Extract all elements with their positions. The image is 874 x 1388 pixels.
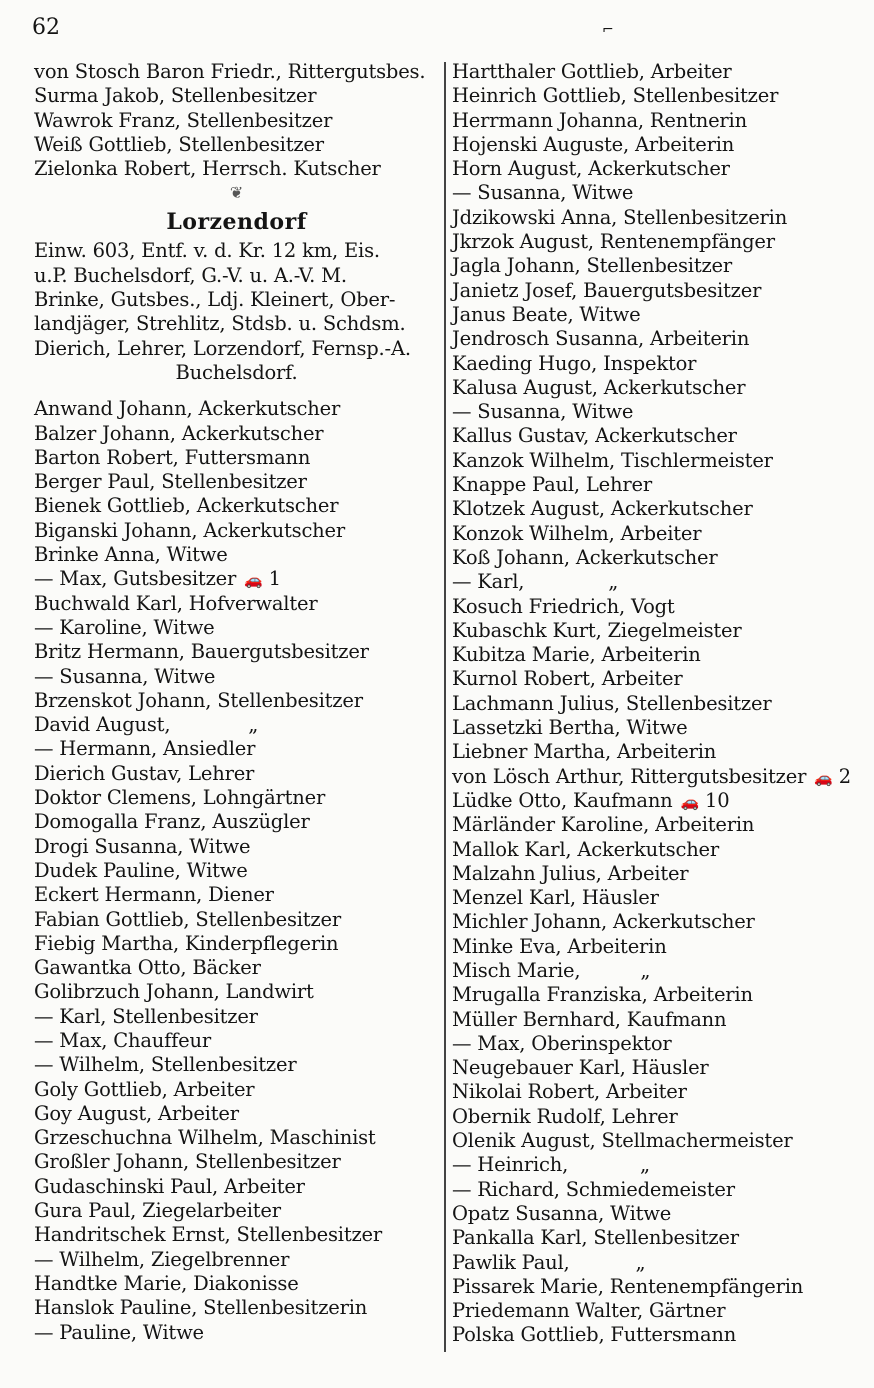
list-item: — Karl, Stellenbesitzer [34, 1004, 258, 1028]
list-item: Neugebauer Karl, Häusler [452, 1056, 709, 1080]
list-item: Kurnol Robert, Arbeiter [452, 667, 683, 691]
list-item: — Susanna, Witwe [34, 664, 216, 688]
list-item: Hanslok Pauline, Stellenbesitzerin [34, 1296, 368, 1320]
list-item: Heinrich Gottlieb, Stellenbesitzer [452, 84, 779, 108]
list-item: Hojenski Auguste, Arbeiterin [452, 132, 735, 156]
list-item: — Wilhelm, Ziegelbrenner [34, 1247, 290, 1271]
list-item: Golibrzuch Johann, Landwirt [34, 980, 314, 1004]
list-item: Janus Beate, Witwe [452, 302, 641, 326]
list-item: Menzel Karl, Häusler [452, 886, 659, 910]
list-item: Konzok Wilhelm, Arbeiter [452, 521, 702, 545]
list-item: Bienek Gottlieb, Ackerkutscher [34, 494, 339, 518]
car-icon: 🚗 [680, 792, 700, 811]
left-top-entries [34, 60, 439, 181]
list-item-text: Lüdke Otto, Kaufmann [452, 788, 673, 812]
list-item: Weiß Gottlieb, Stellenbesitzer [34, 132, 324, 156]
list-item: — Susanna, Witwe [452, 181, 634, 205]
list-item: Horn August, Ackerkutscher [452, 157, 730, 181]
left-column [34, 60, 439, 1345]
list-item: — Hermann, Ansiedler [34, 737, 256, 761]
list-item: — Susanna, Witwe [452, 400, 634, 424]
list-item: Priedemann Walter, Gärtner [452, 1299, 726, 1323]
list-item-text: — Max, Gutsbesitzer [34, 567, 237, 591]
list-item: Kallus Gustav, Ackerkutscher [452, 424, 737, 448]
list-item: Goy August, Arbeiter [34, 1101, 239, 1125]
list-item: Jendrosch Susanna, Arbeiterin [452, 327, 750, 351]
list-item: Berger Paul, Stellenbesitzer [34, 470, 307, 494]
list-item: Anwand Johann, Ackerkutscher [34, 397, 341, 421]
list-item: Obernik Rudolf, Lehrer [452, 1104, 678, 1128]
list-item: Koß Johann, Ackerkutscher [452, 545, 718, 569]
list-item: Drogi Susanna, Witwe [34, 834, 251, 858]
list-item: Eckert Hermann, Diener [34, 883, 274, 907]
list-item: Kubitza Marie, Arbeiterin [452, 643, 701, 667]
list-item: Pawlik Paul, „ [452, 1250, 646, 1274]
list-item [34, 567, 439, 591]
top-mark: ⌐ [602, 22, 614, 38]
car-count: 10 [705, 788, 730, 812]
page-number: 62 [32, 15, 60, 40]
intro-line: Buchelsdorf. [175, 360, 298, 384]
column-divider [444, 62, 446, 1352]
town-heading: Lorzendorf [166, 209, 307, 236]
list-item: Wawrok Franz, Stellenbesitzer [34, 108, 333, 132]
list-item: Grzeschuchna Wilhelm, Maschinist [34, 1126, 376, 1150]
intro-line: Brinke, Gutsbes., Ldj. Kleinert, Ober- [34, 288, 396, 312]
list-item: Gudaschinski Paul, Arbeiter [34, 1174, 305, 1198]
list-item: Gawantka Otto, Bäcker [34, 956, 261, 980]
list-item: Malzahn Julius, Arbeiter [452, 861, 689, 885]
car-icon: 🚗 [244, 571, 263, 590]
list-item: Dierich Gustav, Lehrer [34, 761, 255, 785]
list-item: David August, „ [34, 713, 259, 737]
list-item: — Karl, „ [452, 570, 619, 594]
list-item: — Heinrich, „ [452, 1153, 650, 1177]
list-item: Doktor Clemens, Lohngärtner [34, 786, 326, 810]
list-item: Kaeding Hugo, Inspektor [452, 351, 697, 375]
car-count: 2 [838, 764, 851, 788]
intro-line: Einw. 603, Entf. v. d. Kr. 12 km, Eis. [34, 239, 380, 263]
list-item: Minke Eva, Arbeiterin [452, 934, 667, 958]
list-item: Kubaschk Kurt, Ziegelmeister [452, 618, 742, 642]
list-item: Misch Marie, „ [452, 958, 651, 982]
list-item: Surma Jakob, Stellenbesitzer [34, 84, 317, 108]
list-item: von Stosch Baron Friedr., Rittergutsbes. [34, 60, 426, 83]
list-item: Jdzikowski Anna, Stellenbesitzerin [452, 205, 788, 229]
list-item: Großler Johann, Stellenbesitzer [34, 1150, 341, 1174]
list-item: Domogalla Franz, Auszügler [34, 810, 310, 834]
intro-line: landjäger, Strehlitz, Stdsb. u. Schdsm. [34, 312, 406, 336]
list-item: — Richard, Schmiedemeister [452, 1177, 735, 1201]
list-item: Jagla Johann, Stellenbesitzer [452, 254, 732, 278]
list-item: — Karoline, Witwe [34, 615, 215, 639]
list-item: Hartthaler Gottlieb, Arbeiter [452, 60, 732, 83]
list-item: Dudek Pauline, Witwe [34, 858, 248, 882]
list-item: Herrmann Johanna, Rentnerin [452, 108, 747, 132]
list-item: Gura Paul, Ziegelarbeiter [34, 1199, 281, 1223]
list-item [452, 789, 852, 813]
list-item: Opatz Susanna, Witwe [452, 1201, 672, 1225]
list-item-text: von Lösch Arthur, Rittergutsbesitzer [452, 764, 807, 788]
intro-line: Dierich, Lehrer, Lorzendorf, Fernsp.-A. [34, 336, 411, 360]
right-column [452, 60, 852, 1348]
list-item: Lassetzki Bertha, Witwe [452, 716, 688, 740]
list-item: Kosuch Friedrich, Vogt [452, 594, 675, 618]
list-item: Olenik August, Stellmachermeister [452, 1129, 793, 1153]
list-item: Mrugalla Franziska, Arbeiterin [452, 983, 753, 1007]
list-item: Märländer Karoline, Arbeiterin [452, 813, 755, 837]
list-item: Buchwald Karl, Hofverwalter [34, 591, 318, 615]
list-item: Kanzok Wilhelm, Tischlermeister [452, 448, 773, 472]
car-count: 1 [268, 567, 281, 591]
list-item: — Wilhelm, Stellenbesitzer [34, 1053, 297, 1077]
car-icon: 🚗 [814, 768, 833, 787]
list-item: Zielonka Robert, Herrsch. Kutscher [34, 157, 381, 181]
list-item: Jkrzok August, Rentenempfänger [452, 230, 775, 254]
list-item: Michler Johann, Ackerkutscher [452, 910, 755, 934]
left-entries [34, 397, 439, 1345]
list-item: Klotzek August, Ackerkutscher [452, 497, 753, 521]
list-item: Liebner Martha, Arbeiterin [452, 740, 717, 764]
list-item: Goly Gottlieb, Arbeiter [34, 1077, 255, 1101]
list-item: Handritschek Ernst, Stellenbesitzer [34, 1223, 383, 1247]
list-item: Knappe Paul, Lehrer [452, 473, 652, 497]
list-item: Britz Hermann, Bauergutsbesitzer [34, 640, 369, 664]
list-item: Fabian Gottlieb, Stellenbesitzer [34, 907, 341, 931]
list-item: Kalusa August, Ackerkutscher [452, 375, 746, 399]
intro-line: u.P. Buchelsdorf, G.-V. u. A.-V. M. [34, 263, 347, 287]
list-item: Handtke Marie, Diakonisse [34, 1271, 299, 1295]
list-item [452, 765, 852, 789]
list-item: Barton Robert, Futtersmann [34, 445, 311, 469]
list-item: Janietz Josef, Bauergutsbesitzer [452, 278, 762, 302]
town-intro [34, 239, 439, 397]
list-item: — Max, Oberinspektor [452, 1031, 672, 1055]
list-item: Brzenskot Johann, Stellenbesitzer [34, 688, 363, 712]
list-item: Fiebig Martha, Kinderpflegerin [34, 931, 339, 955]
list-item: — Max, Chauffeur [34, 1028, 212, 1052]
ornament-icon: ❦ [229, 183, 244, 203]
list-item: Polska Gottlieb, Futtersmann [452, 1323, 737, 1347]
list-item: Brinke Anna, Witwe [34, 543, 228, 567]
list-item: Balzer Johann, Ackerkutscher [34, 421, 324, 445]
list-item: Nikolai Robert, Arbeiter [452, 1080, 687, 1104]
list-item: Lachmann Julius, Stellenbesitzer [452, 691, 772, 715]
list-item: Biganski Johann, Ackerkutscher [34, 518, 345, 542]
list-item: Mallok Karl, Ackerkutscher [452, 837, 720, 861]
list-item: Pissarek Marie, Rentenempfängerin [452, 1274, 804, 1298]
list-item: — Pauline, Witwe [34, 1320, 204, 1344]
list-item: Müller Bernhard, Kaufmann [452, 1007, 727, 1031]
list-item: Pankalla Karl, Stellenbesitzer [452, 1226, 739, 1250]
